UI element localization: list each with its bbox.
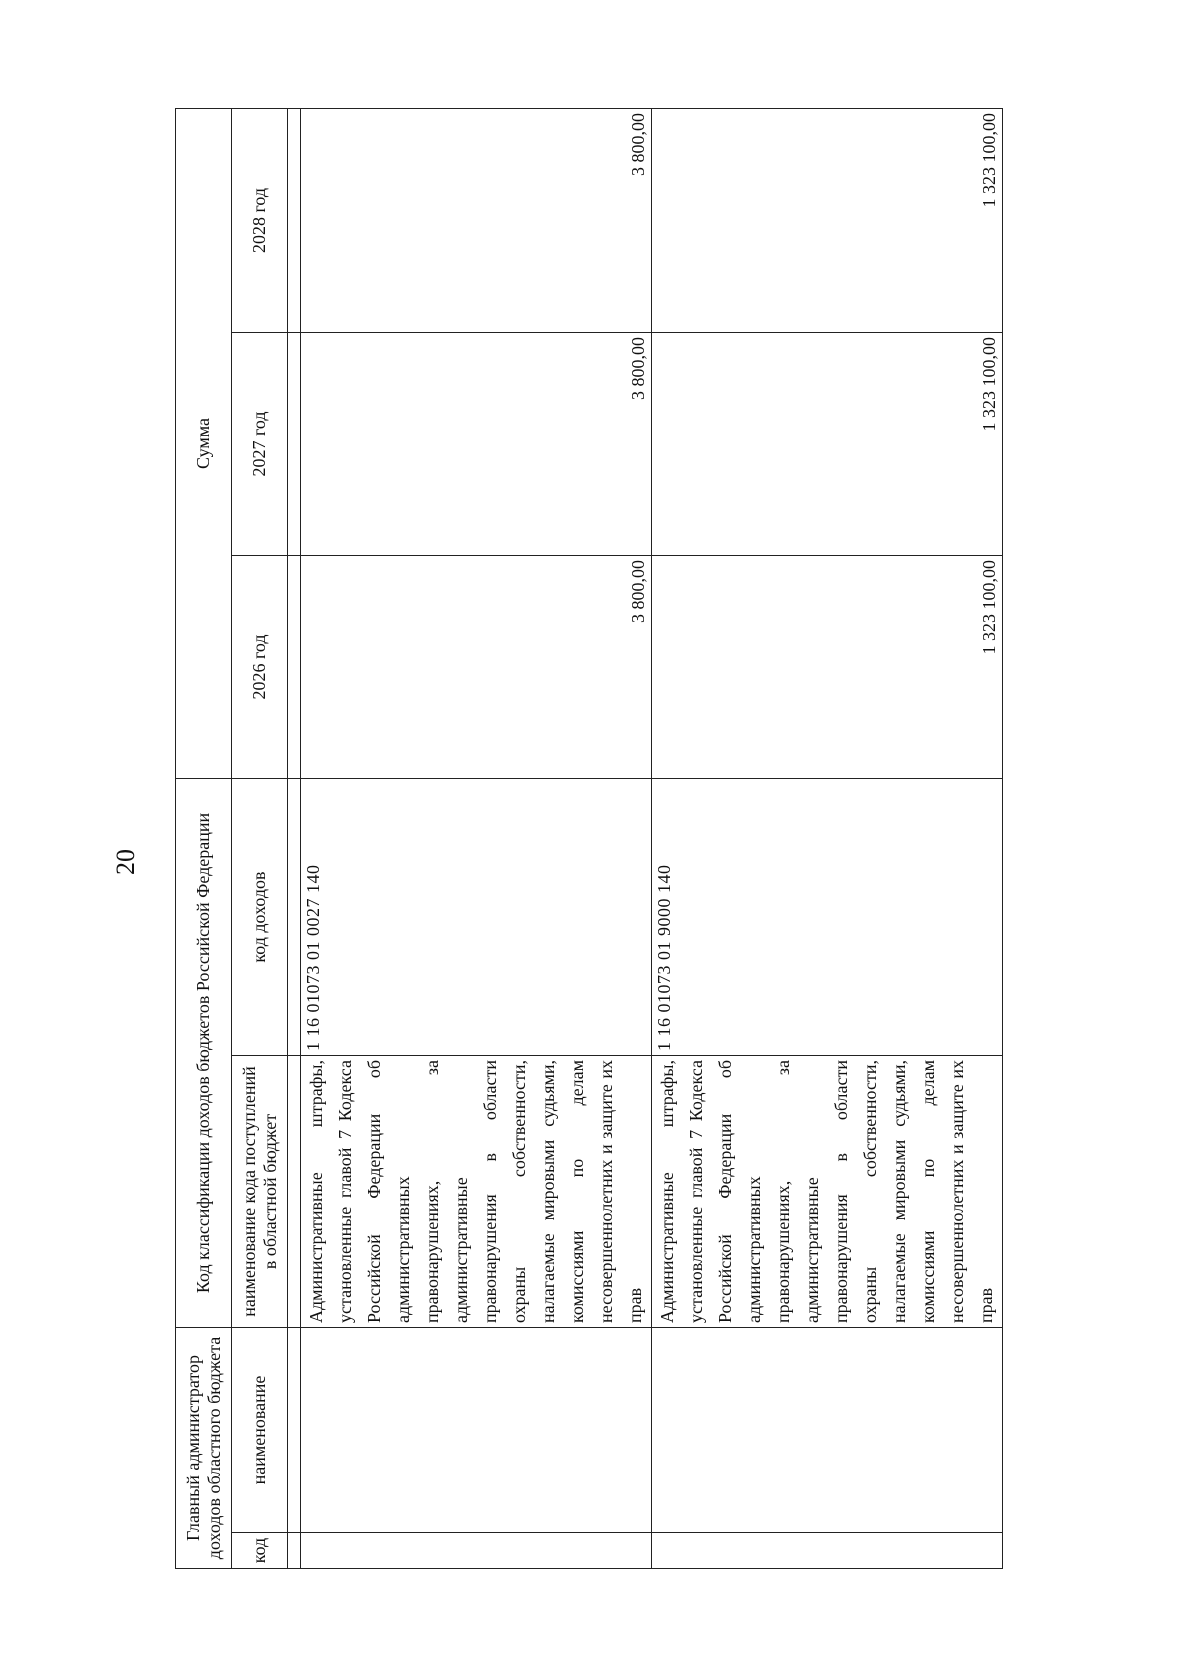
sum-2026-cell: 1 323 100,00 — [652, 556, 1003, 779]
col-income-name-header: наименование кода поступлений в областной бюджет — [232, 1056, 288, 1328]
header-group-row — [176, 108, 232, 1568]
spacer-row — [288, 108, 301, 1568]
budget-income-table — [175, 108, 1003, 1569]
income-description-cell: Административные штрафы, установленные главой 7 Кодекса Российской Федерации об административных правонарушениях, за административные правонарушения в области охраны собственности, налагаемые мировыми судьями, комиссиями по делам несовершеннолетних и защите их прав — [652, 1056, 1003, 1328]
col-2028-header: 2028 год — [232, 108, 288, 332]
income-code-cell: 1 16 01073 01 0027 140 — [301, 779, 652, 1056]
sum-2028-cell: 1 323 100,00 — [652, 108, 1003, 332]
table-row — [301, 108, 652, 1568]
spacer-cell — [288, 333, 301, 556]
spacer-cell — [288, 556, 301, 779]
spacer-cell — [288, 779, 301, 1056]
page-number: 20 — [111, 849, 140, 875]
spacer-cell — [288, 1328, 301, 1533]
admin-name-cell — [652, 1328, 1003, 1533]
col-2026-header: 2026 год — [232, 556, 288, 779]
admin-group-header: Главный администратор доходов областного бюджета — [176, 1328, 232, 1569]
admin-code-cell — [301, 1533, 652, 1569]
header-sub-row — [232, 108, 288, 1568]
table-row — [652, 108, 1003, 1568]
sum-2028-cell: 3 800,00 — [301, 108, 652, 332]
admin-code-cell — [652, 1533, 1003, 1569]
admin-name-cell — [301, 1328, 652, 1533]
spacer-cell — [288, 1056, 301, 1328]
budget-table-rotated — [175, 109, 999, 1569]
sum-2027-cell: 3 800,00 — [301, 333, 652, 556]
sum-2027-cell: 1 323 100,00 — [652, 333, 1003, 556]
col-income-code-header: код доходов — [232, 779, 288, 1056]
income-code-cell: 1 16 01073 01 9000 140 — [652, 779, 1003, 1056]
sum-group-header: Сумма — [176, 108, 232, 778]
classification-group-header: Код классификации доходов бюджетов Российской Федерации — [176, 779, 232, 1328]
spacer-cell — [288, 108, 301, 332]
spacer-cell — [288, 1533, 301, 1569]
income-description-cell: Административные штрафы, установленные главой 7 Кодекса Российской Федерации об административных правонарушениях, за административные правонарушения в области охраны собственности, налагаемые мировыми судьями, комиссиями по делам несовершеннолетних и защите их прав — [301, 1056, 652, 1328]
sum-2026-cell: 3 800,00 — [301, 556, 652, 779]
col-code-header: код — [232, 1533, 288, 1569]
col-2027-header: 2027 год — [232, 333, 288, 556]
col-name-header: наименование — [232, 1328, 288, 1533]
